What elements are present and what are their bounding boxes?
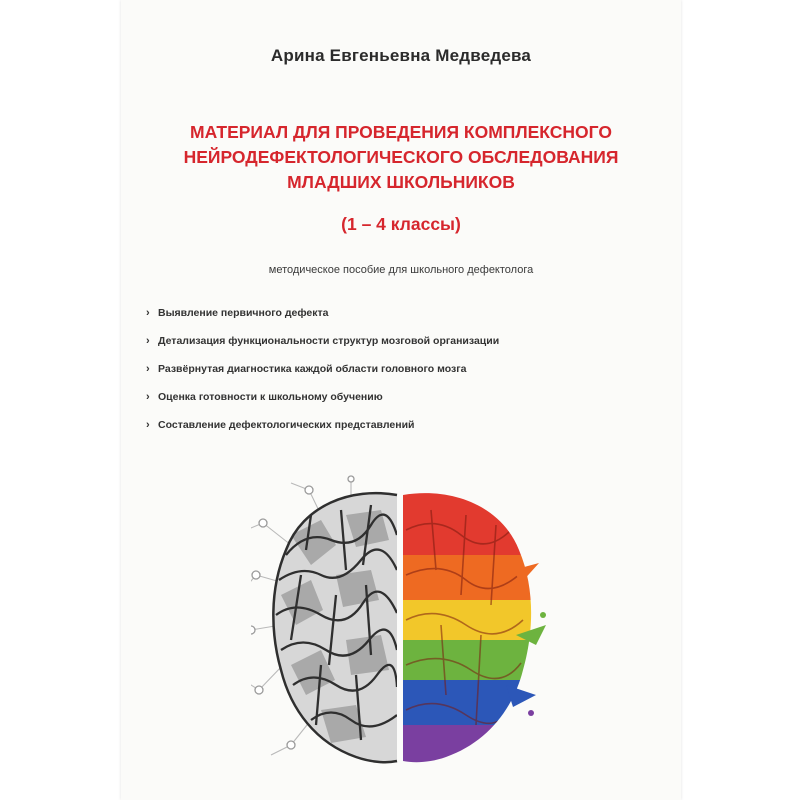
chevron-right-icon: › <box>146 391 150 403</box>
feature-item <box>146 390 666 418</box>
feature-text: Развёрнутая диагностика каждой области головного мозга <box>158 363 467 375</box>
feature-text: Выявление первичного дефекта <box>158 307 329 319</box>
title-line-2: НЕЙРОДЕФЕКТОЛОГИЧЕСКОГО ОБСЛЕДОВАНИЯ <box>183 147 619 167</box>
book-cover <box>121 0 681 800</box>
feature-item <box>146 306 666 334</box>
feature-list <box>146 306 666 446</box>
author-name: Арина Евгеньевна Медведева <box>270 46 532 65</box>
grades-label: (1 – 4 классы) <box>341 214 461 234</box>
brain-right-hemisphere <box>401 475 551 775</box>
brain-icon <box>251 475 551 775</box>
feature-item <box>146 418 666 446</box>
chevron-right-icon: › <box>146 363 150 375</box>
title-line-3: МЛАДШИХ ШКОЛЬНИКОВ <box>287 172 515 192</box>
chevron-right-icon: › <box>146 335 150 347</box>
subtitle: методическое пособие для школьного дефектолога <box>268 264 534 276</box>
feature-text: Составление дефектологических представлений <box>158 419 415 431</box>
chevron-right-icon: › <box>146 307 150 319</box>
chevron-right-icon: › <box>146 419 150 431</box>
feature-item <box>146 362 666 390</box>
title-line-1: МАТЕРИАЛ ДЛЯ ПРОВЕДЕНИЯ КОМПЛЕКСНОГО <box>190 122 612 142</box>
feature-text: Детализация функциональности структур мозговой организации <box>158 335 500 347</box>
feature-text: Оценка готовности к школьному обучению <box>158 391 383 403</box>
book-title <box>121 120 681 195</box>
feature-item <box>146 334 666 362</box>
